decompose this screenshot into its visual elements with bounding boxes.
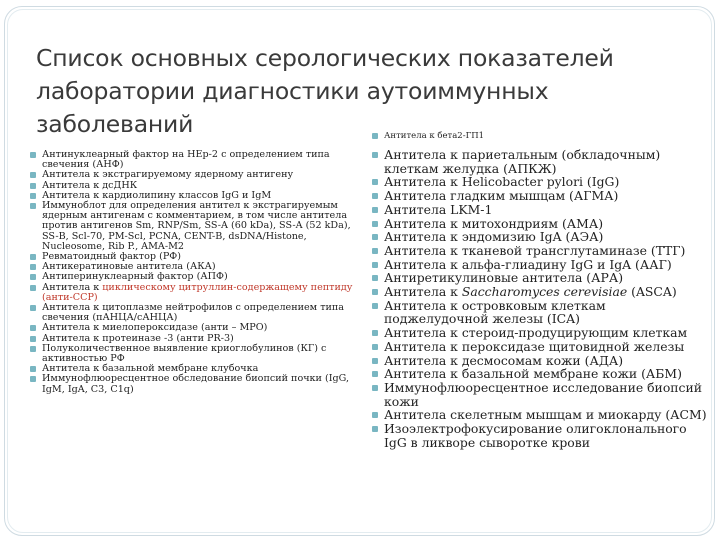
list-item [372,354,712,368]
item-text: Антитела к экстрагируемому ядерному антигену [42,169,294,181]
item-text: Антитела гладким мышцам (АГМА) [384,188,619,204]
item-highlight: циклическому цитруллин-содержащему пептиду (анти-CCP) [42,281,353,303]
bullet-icon [372,303,378,309]
bullet-icon [30,172,36,178]
list-item [372,189,712,203]
bullet-icon [30,203,36,209]
list-item [372,408,712,422]
item-text: Антитела к эндомизию IgA (АЭА) [384,229,604,245]
item-text: Антитела к миелопероксидазе (анти – MPO) [42,322,268,334]
item-text: Антитела к [384,284,462,300]
bullet-icon [372,133,378,139]
list-item [372,422,712,449]
item-text: Антиретикулиновые антитела (АРА) [384,270,624,286]
bullet-icon [30,254,36,260]
bullet-icon [372,412,378,418]
item-text: Антитела к тканевой трансглутаминазе (ТТГ) [384,242,686,258]
list-item [372,217,712,231]
bullet-icon [372,385,378,391]
bullet-icon [372,262,378,268]
item-text: Антитела к пероксидазе щитовидной железы [384,338,685,354]
bullet-icon [30,193,36,199]
item-text: Антитела скелетным мышцам и миокарду (АСМ) [384,407,707,423]
bullet-icon [372,289,378,295]
bullet-icon [30,285,36,291]
bullet-icon [30,305,36,311]
bullet-icon [30,183,36,189]
item-text: Изоэлектрофокусирование олигоклонального IgG в ликворе сыворотке крови [384,421,687,450]
bullet-icon [372,179,378,185]
list-item [372,130,712,142]
list-item [372,367,712,381]
bullet-icon [30,376,36,382]
item-text: Антитела к [42,281,103,293]
item-text: Антитела к базальной мембране клубочка [42,363,259,375]
item-text: Антитела к Helicobacter pylori (IgG) [384,174,620,190]
item-text: Антиперинуклеарный фактор (АПФ) [42,271,228,283]
bullet-icon [372,234,378,240]
bullet-icon [30,366,36,372]
item-text: Антитела к протеиназе -3 (анти PR-3) [42,332,234,344]
bullet-icon [372,371,378,377]
list-item [372,203,712,217]
bullet-icon [30,325,36,331]
list-item [372,148,712,175]
bullet-icon [372,275,378,281]
list-item [372,326,712,340]
slide-title: Список основных серологических показателей лаборатории диагностики аутоиммунных заболеваний [36,44,614,138]
item-text: Антитела к париетальным (обкладочным) клеткам желудка (АПКЖ) [384,147,661,176]
list-item [30,303,360,323]
bullet-icon [372,221,378,227]
bullet-icon [372,344,378,350]
item-text: Антитела к стероид-продуцирующим клеткам [384,325,688,341]
item-text: Иммунофлюоресцентное исследование биопсий кожи [384,379,702,409]
bullet-icon [30,264,36,270]
item-text: Антитела к кардиолипину классов IgG и IgM [42,189,272,201]
list-item [372,285,712,299]
list-item [30,374,360,394]
bullet-icon [30,152,36,158]
bullet-icon [372,330,378,336]
list-item [372,258,712,272]
left-test-list [30,150,360,395]
item-text: Антитела к альфа-глиадину IgG и IgA (ААГ) [384,256,672,272]
item-text: Антитела к цитоплазме нейтрофилов с определением типа свечения (пАНЦА/сАНЦА) [42,302,345,324]
item-text: Антитела к островковым клеткам поджелудочной железы (ICA) [384,297,606,327]
list-item [372,271,712,285]
item-text: Антитела к базальной мембране кожи (АБМ) [384,366,682,382]
bullet-icon [30,274,36,280]
right-test-list [372,130,712,449]
list-item [372,230,712,244]
list-item [30,150,360,170]
bullet-icon [372,193,378,199]
bullet-icon [372,152,378,158]
item-text: Полуколичественное выявление криоглобулинов (КГ) с активностью РФ [42,342,327,365]
bullet-icon [30,336,36,342]
item-species-name: Saccharomyces cerevisiae [461,284,628,300]
item-text: Иммунофлюоресцентное обследование биопсий почки (IgG, IgM, IgA, C3, C1q) [42,373,350,395]
item-text: Ревматоидный фактор (РФ) [42,251,181,263]
item-text: Антитела LKM-1 [384,201,493,217]
item-text: Антитела к дсДНК [42,179,138,191]
list-item [30,344,360,364]
list-item [372,175,712,189]
bullet-icon [372,358,378,364]
list-item [30,283,360,303]
item-text: Антинуклеарный фактор на HEp-2 с определением типа свечения (АНФ) [42,149,330,171]
item-text: Иммуноблот для определения антител к экстрагируемым ядерным антигенам с комментарием, в том числе антитела против антигенов Sm, RNP/Sm, SS-A (60 kDa), SS-A (52 kDa), SS-B, Scl-70, PM-Scl, PCNA, CENT-B, dsDNA/Histone, Nucleosome, Rib P., AMA-M2 [42,200,351,252]
bullet-icon [372,426,378,432]
list-item [30,201,360,252]
item-text-suffix: (ASCA) [627,284,677,300]
list-item [372,299,712,326]
bullet-icon [372,207,378,213]
list-item [372,340,712,354]
bullet-icon [372,248,378,254]
item-text: Антитела к бета2-ГП1 [384,131,485,141]
item-text: Антикератиновые антитела (АКА) [42,261,216,273]
list-item [372,381,712,408]
bullet-icon [30,346,36,352]
item-text: Антитела к митохондриям (АМА) [384,215,604,231]
list-item [372,244,712,258]
item-text: Антитела к десмосомам кожи (АДА) [384,352,624,368]
